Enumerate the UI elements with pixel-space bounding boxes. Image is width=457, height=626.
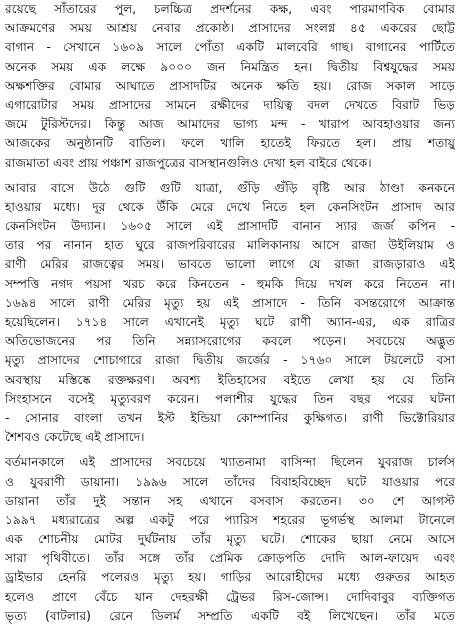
- text-line: এক শোচনীয় মোটর দুর্ঘটনায় তাঁর মৃত্যু ঘটে। শোকের ছায়া নেমে আসে: [5, 532, 455, 547]
- text-line: ১৬৯৪ সালে রাণী মেরির মৃত্যু হয় এই প্রাসাদে - তিনি বসন্তরোগে আক্রান্ত: [5, 295, 455, 310]
- text-line: জমে টুরিস্টদের। কিন্তু আজ আমাদের ভাগ্য মন্দ - খারাপ আবহাওয়ার জন্য: [5, 117, 455, 132]
- text-line: আক্রমণের সময় আশ্রয় নেবার প্রকোষ্ঠ। প্রাসাদের সংলগ্ন ৪৫ একরের ছোট্ট: [5, 21, 455, 36]
- paragraph-2: [5, 179, 455, 448]
- document-page: [5, 0, 455, 626]
- text-line: বর্তমানকালে এই প্রাসাদের সবচেয়ে খ্যাতনামা বাসিন্দা ছিলেন যুবরাজ চার্লস: [5, 455, 455, 470]
- paragraph-1: [5, 0, 455, 173]
- text-line: ও যুবরাণী ডায়ানা। ১৯৯৬ সালে তাঁদের বিবাহবিচ্ছেদ ঘটে যাওয়ার পরে: [5, 474, 455, 489]
- text-line: হয়েছিলেন। ১৭১৪ সালে এখানেই মৃত্যু ঘটে রাণী অ্যান-এর, এক রাত্রির: [5, 315, 455, 329]
- text-line: রয়েছে সাঁতারের পুল, চলচ্চিত্র প্রদর্শনের কক্ষ, এবং পারমাণবিক বোমার: [5, 2, 455, 16]
- text-line: শৈশবও কেটেছে এই প্রাসাদে।: [5, 430, 145, 445]
- text-line: অনেক সময় এক লক্ষে ৯০০০ জন নিমন্ত্রিত হন। দ্বিতীয় বিশ্বযুদ্ধের সময়: [5, 59, 455, 74]
- text-line: রাণী মেরির রাজত্বের সময়। ভাবতে ভালো লাগে যে রাজা রাজড়ারাও এই: [5, 257, 455, 272]
- text-line: ডায়ানা তাঁর দুই সন্তান সহ এখানে বসবাস করতেন। ৩০ শে আগস্ট: [5, 493, 455, 508]
- text-line: - সোনার বাংলা তখন ইস্ট ইন্ডিয়া কোম্পানির কুক্ষিগত। রাণী ভিক্টোরিয়ার: [5, 410, 455, 425]
- text-line: হাওয়ার মধ্যে। দূর থেকে উঁকি মেরে দেখে নিতে হল কেনসিংটন প্রাসাদ আর: [5, 199, 455, 214]
- text-line: ১৯৯৭ মধ্যরাত্রের অল্প একটু পরে প্যারিস শহরের ভূগর্ভস্থ আলমা টানেলে: [5, 512, 455, 527]
- text-line: আবার বাসে উঠে গুটি গুটি যাত্রা, গুঁড়ি গুঁড়ি বৃষ্টি আর ঠাণ্ডা কনকনে: [5, 180, 455, 195]
- paragraph-3: [5, 453, 455, 626]
- text-line: কেনসিংটন উদ্যান। ১৬০৫ সালে এই প্রাসাদটি বানান স্যার জর্জ কপিন -: [5, 219, 455, 234]
- text-line: সম্পত্তি নগদ পয়সা খরচ করে কিনতেন - হুমকি দিয়ে দখল করে নিতেন না।: [5, 276, 455, 291]
- text-line: হলেও প্রাণে বেঁচে যান দেহরক্ষী ট্রেভর রিস-জোন্স। দোদিবাবুর ব্যক্তিগত: [5, 589, 455, 604]
- text-line: রাজমাতা এবং প্রায় পঞ্চাশ রাজপুত্রের বাসস্থানগুলিও দেখা হল বাইরে থেকে।: [5, 155, 372, 170]
- text-line: তার পর নানান হাত ঘুরে রাজপরিবারের মালিকানায় আসে রাজা উইলিয়াম ও: [5, 238, 455, 253]
- text-line: অক্ষশক্তির বোমার আঘাতে প্রাসাদটির অনেক ক্ষতি হয়। রোজ সকাল সাড়ে: [5, 78, 455, 93]
- text-line: আজকের অনুষ্ঠানটি বাতিল। ফলে খালি হাতেই ফিরতে হল। প্রায় শতায়ু: [5, 136, 455, 151]
- text-line: অবস্থায় মস্তিষ্কে রক্তক্ষরণ। অবশ্য ইতিহাসের বইতে লেখা হয় যে তিনি: [5, 372, 455, 387]
- text-line: বাগান - সেখানে ১৬০৯ সালে পোঁতা একটি মালবেরি গাছ। বাগানের পার্টিতে: [5, 40, 455, 55]
- text-line: সিংহাসনে বসেই মৃত্যুবরণ করেন। পলাশীর যুদ্ধের তিন বছর পরের ঘটনা: [5, 391, 455, 406]
- text-line: এগারোটার সময় প্রাসাদের সামনে রক্ষীদের দায়িত্ব বদল দেখতে বিরাট ভিড়: [5, 97, 455, 112]
- text-line: ড্রাইভার হেনরি পলেরও মৃত্যু হয়। গাড়ির আরোহীদের মধ্যে গুরুতর আহত: [5, 570, 455, 585]
- text-line: মৃত্যু প্রাসাদের শোচাগারে রাজা দ্বিতীয় জর্জের - ১৭৬০ সালে টয়লেটে বসা: [5, 353, 455, 368]
- text-line: অতিভোজনের পর তিনি সন্ন্যাসরোগের কবলে পড়েন। সবচেয়ে অদ্ভুত: [5, 334, 455, 349]
- text-line: ভৃত্য (বাটলার) রেনে ডিলর্ম সম্প্রতি একটি বই লিখেছেন। তাঁর মতে: [5, 608, 455, 623]
- text-line: সারা পৃথিবীতে। তাঁর সঙ্গে তাঁর প্রেমিক ক্রোড়পতি দোদি আল-ফায়েদ এবং: [5, 551, 455, 566]
